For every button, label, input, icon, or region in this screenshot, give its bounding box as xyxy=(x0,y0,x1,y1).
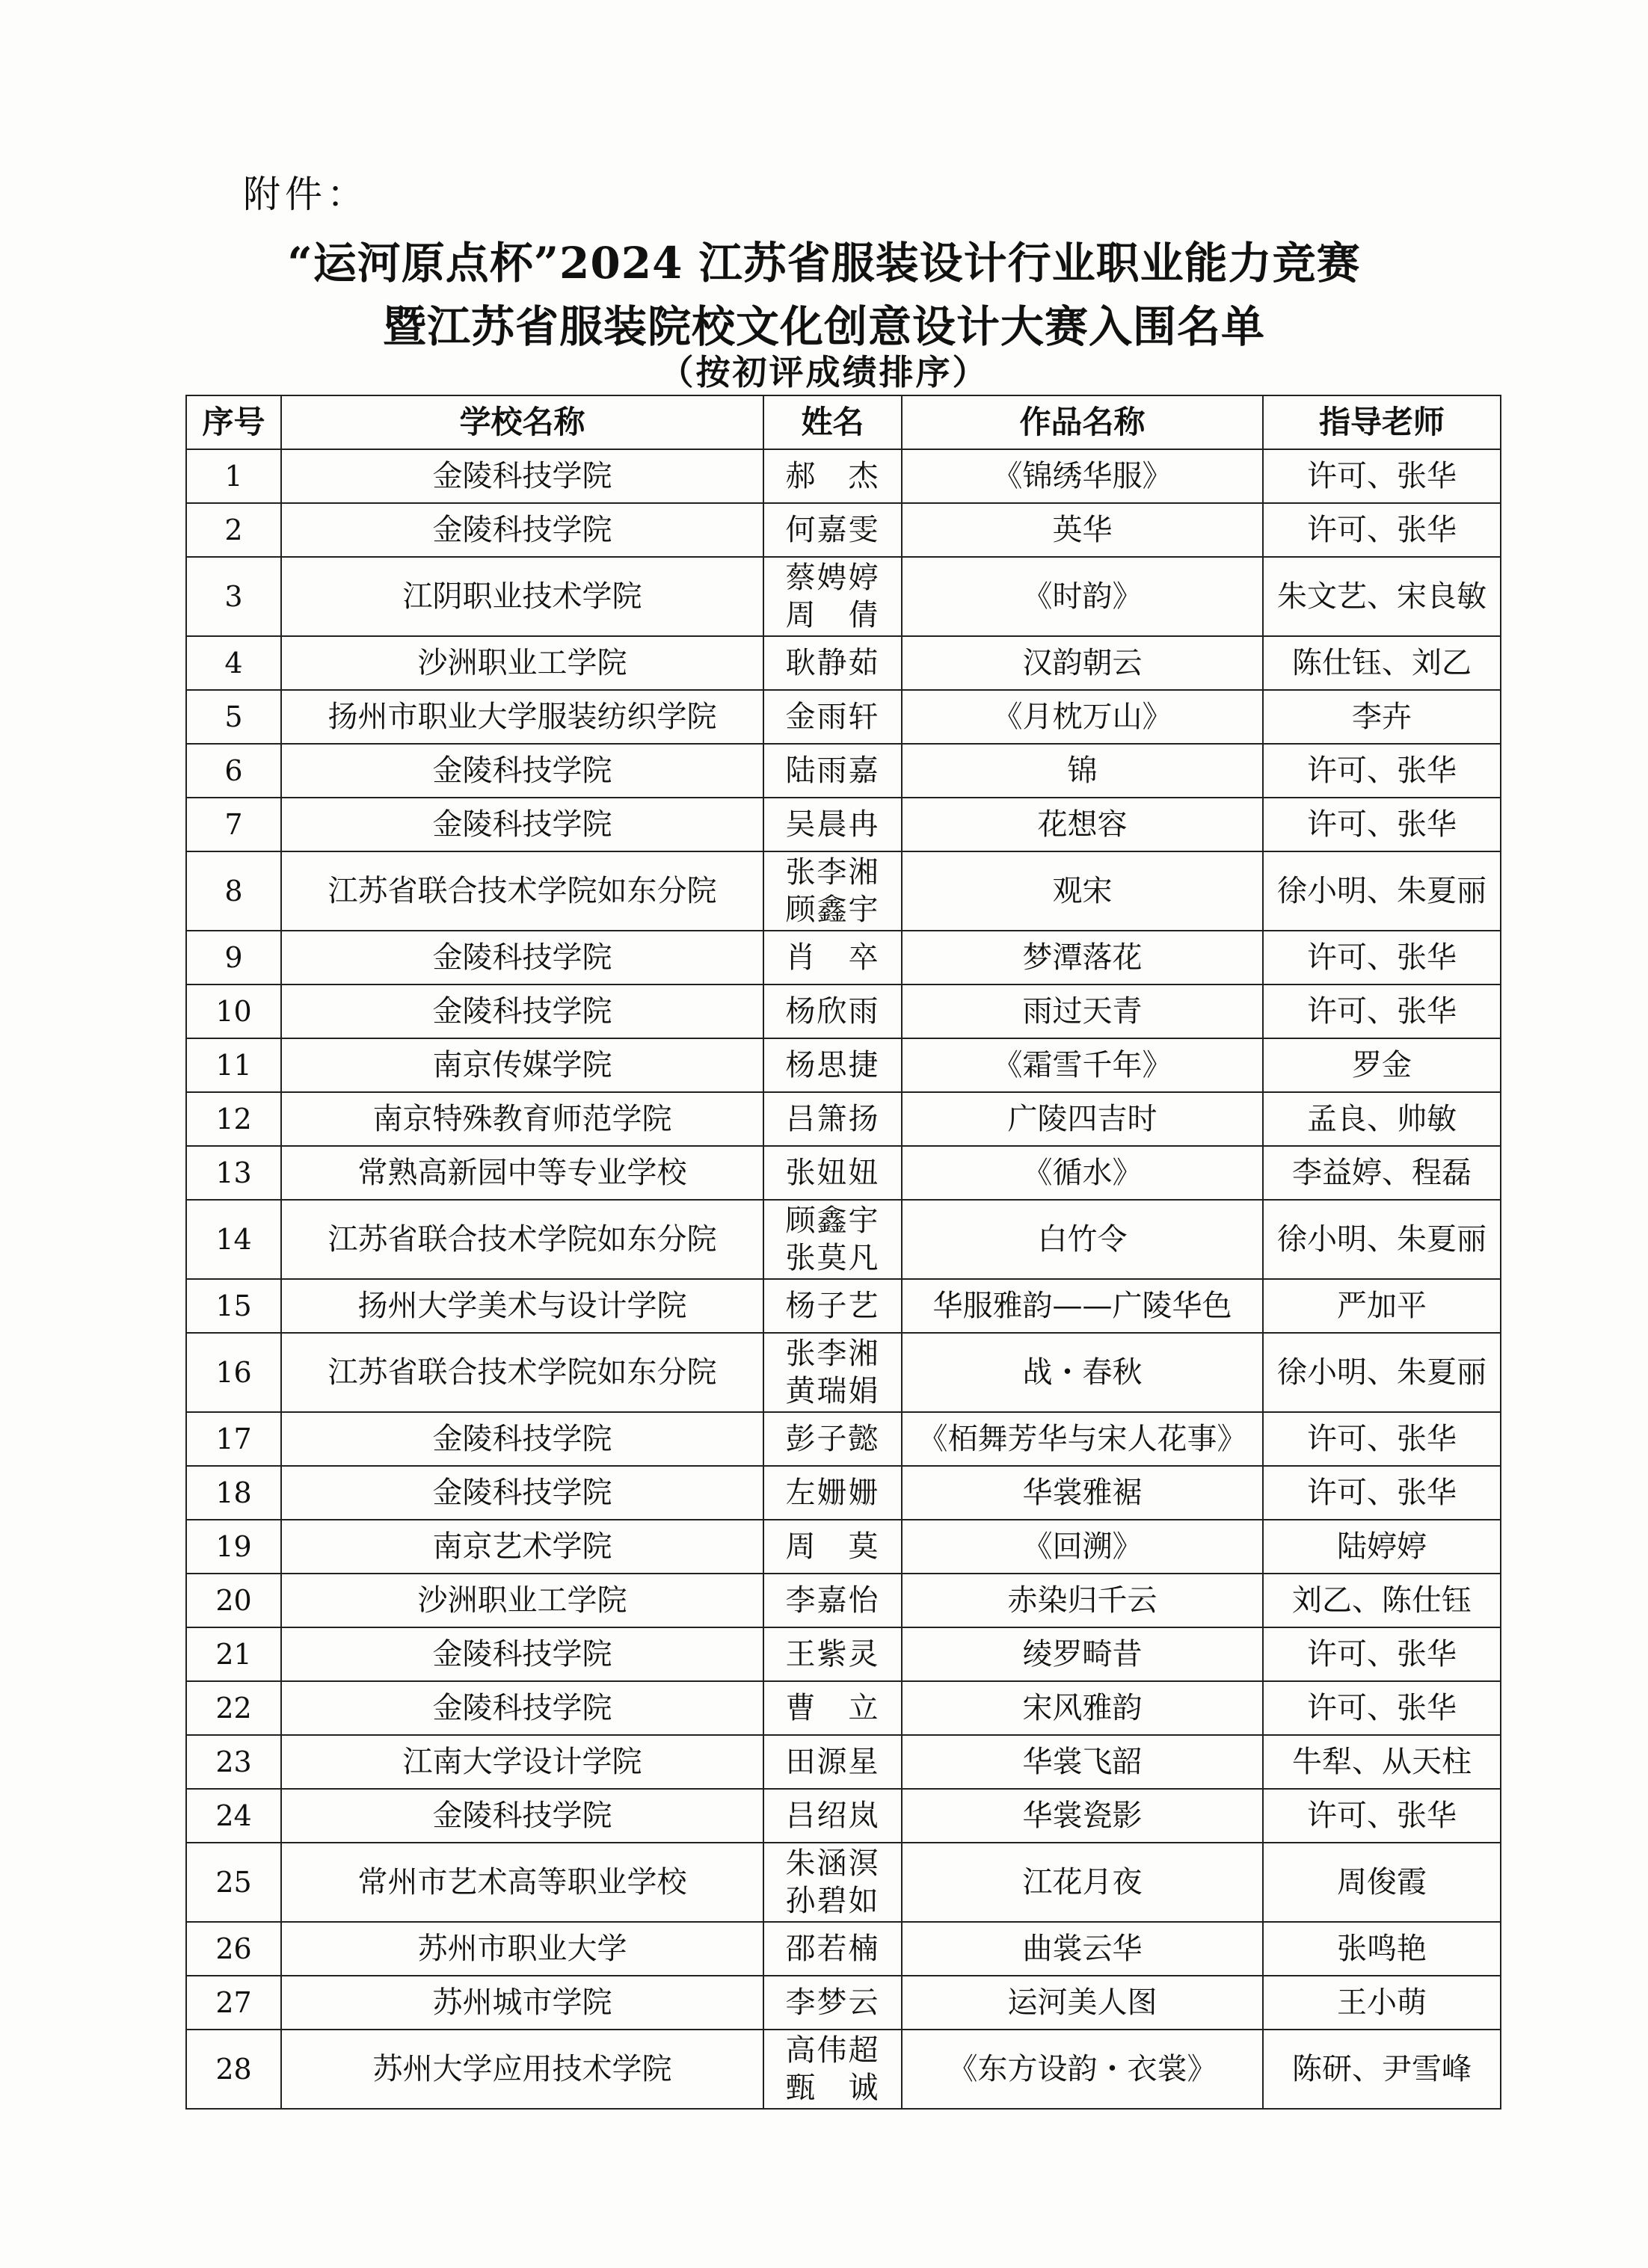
student-name: 张李湘 xyxy=(785,855,880,890)
student-name: 李嘉怡 xyxy=(785,1583,880,1618)
advisor-names: 李益婷、程磊 xyxy=(1263,1146,1501,1200)
row-number: 16 xyxy=(186,1333,281,1412)
student-names xyxy=(763,1466,902,1520)
table-header-row xyxy=(186,395,1501,449)
table-body xyxy=(186,449,1501,2109)
row-number: 6 xyxy=(186,744,281,798)
school-name: 沙洲职业工学院 xyxy=(281,636,763,690)
student-name: 曹 立 xyxy=(785,1691,880,1725)
row-number: 13 xyxy=(186,1146,281,1200)
student-name: 高伟超 xyxy=(785,2033,880,2068)
school-name: 扬州市职业大学服装纺织学院 xyxy=(281,690,763,744)
row-number: 15 xyxy=(186,1279,281,1333)
row-number: 19 xyxy=(186,1520,281,1574)
table-row xyxy=(186,798,1501,851)
student-names xyxy=(763,557,902,636)
school-name: 江阴职业技术学院 xyxy=(281,557,763,636)
student-name: 彭子懿 xyxy=(785,1422,880,1456)
row-number: 1 xyxy=(186,449,281,503)
work-title: 广陵四吉时 xyxy=(902,1092,1263,1146)
student-names xyxy=(763,690,902,744)
school-name: 金陵科技学院 xyxy=(281,1466,763,1520)
attachment-label: 附件： xyxy=(243,173,369,216)
student-name: 郝 杰 xyxy=(785,459,880,493)
advisor-names: 严加平 xyxy=(1263,1279,1501,1333)
table-row xyxy=(186,1038,1501,1092)
student-names xyxy=(763,1681,902,1735)
student-name: 邵若楠 xyxy=(785,1932,880,1966)
work-title: 《时韵》 xyxy=(902,557,1263,636)
school-name: 常州市艺术高等职业学校 xyxy=(281,1843,763,1922)
row-number: 2 xyxy=(186,503,281,557)
school-name: 江苏省联合技术学院如东分院 xyxy=(281,1200,763,1279)
advisor-names: 周俊霞 xyxy=(1263,1843,1501,1922)
student-name: 甄 诚 xyxy=(785,2071,880,2105)
advisor-names: 许可、张华 xyxy=(1263,984,1501,1038)
work-title: 《栢舞芳华与宋人花事》 xyxy=(902,1412,1263,1466)
student-name: 杨思捷 xyxy=(785,1048,880,1082)
advisor-names: 朱文艺、宋良敏 xyxy=(1263,557,1501,636)
student-name: 金雨轩 xyxy=(785,700,880,734)
table-row xyxy=(186,744,1501,798)
work-title: 《东方设韵・衣裳》 xyxy=(902,2030,1263,2109)
table-row xyxy=(186,1333,1501,1412)
row-number: 10 xyxy=(186,984,281,1038)
advisor-names: 罗金 xyxy=(1263,1038,1501,1092)
work-title: 《循水》 xyxy=(902,1146,1263,1200)
work-title: 江花月夜 xyxy=(902,1843,1263,1922)
school-name: 金陵科技学院 xyxy=(281,744,763,798)
row-number: 12 xyxy=(186,1092,281,1146)
student-name: 肖 卒 xyxy=(785,940,880,975)
school-name: 江南大学设计学院 xyxy=(281,1735,763,1789)
table-row xyxy=(186,557,1501,636)
student-name: 周 莫 xyxy=(785,1529,880,1564)
advisor-names: 陆婷婷 xyxy=(1263,1520,1501,1574)
work-title: 观宋 xyxy=(902,851,1263,931)
row-number: 27 xyxy=(186,1976,281,2030)
work-title: 华裳雅裾 xyxy=(902,1466,1263,1520)
student-name: 王紫灵 xyxy=(785,1637,880,1671)
finalist-table xyxy=(185,395,1501,2110)
student-name: 张莫凡 xyxy=(785,1241,880,1275)
school-name: 沙洲职业工学院 xyxy=(281,1574,763,1627)
school-name: 金陵科技学院 xyxy=(281,1789,763,1843)
table-row xyxy=(186,1735,1501,1789)
row-number: 8 xyxy=(186,851,281,931)
work-title: 汉韵朝云 xyxy=(902,636,1263,690)
student-name: 张李湘 xyxy=(785,1337,880,1371)
table-row xyxy=(186,1520,1501,1574)
table-row xyxy=(186,931,1501,984)
student-names xyxy=(763,1789,902,1843)
row-number: 28 xyxy=(186,2030,281,2109)
table-row xyxy=(186,503,1501,557)
advisor-names: 徐小明、朱夏丽 xyxy=(1263,1333,1501,1412)
student-name: 吴晨冉 xyxy=(785,807,880,842)
work-title: 锦 xyxy=(902,744,1263,798)
row-number: 4 xyxy=(186,636,281,690)
student-names xyxy=(763,503,902,557)
table-row xyxy=(186,1789,1501,1843)
table-row xyxy=(186,449,1501,503)
school-name: 金陵科技学院 xyxy=(281,931,763,984)
student-name: 黄瑞娟 xyxy=(785,1374,880,1408)
student-name: 顾鑫宇 xyxy=(785,893,880,927)
student-name: 杨子艺 xyxy=(785,1289,880,1323)
advisor-names: 许可、张华 xyxy=(1263,1627,1501,1681)
advisor-names: 许可、张华 xyxy=(1263,1789,1501,1843)
advisor-names: 许可、张华 xyxy=(1263,931,1501,984)
student-name: 吕箫扬 xyxy=(785,1102,880,1136)
student-name: 孙碧如 xyxy=(785,1884,880,1918)
advisor-names: 刘乙、陈仕钰 xyxy=(1263,1574,1501,1627)
student-names xyxy=(763,1200,902,1279)
advisor-names: 徐小明、朱夏丽 xyxy=(1263,851,1501,931)
table-row xyxy=(186,636,1501,690)
advisor-names: 牛犁、从天柱 xyxy=(1263,1735,1501,1789)
student-names xyxy=(763,931,902,984)
student-names xyxy=(763,1735,902,1789)
student-name: 耿静茹 xyxy=(785,646,880,680)
student-name: 周 倩 xyxy=(785,598,880,632)
student-name: 张妞妞 xyxy=(785,1156,880,1190)
student-names xyxy=(763,1333,902,1412)
school-name: 南京特殊教育师范学院 xyxy=(281,1092,763,1146)
student-names xyxy=(763,1092,902,1146)
student-names xyxy=(763,1843,902,1922)
advisor-names: 王小萌 xyxy=(1263,1976,1501,2030)
work-title: 曲裳云华 xyxy=(902,1922,1263,1976)
school-name: 金陵科技学院 xyxy=(281,984,763,1038)
school-name: 金陵科技学院 xyxy=(281,1412,763,1466)
row-number: 24 xyxy=(186,1789,281,1843)
work-title: 《月枕万山》 xyxy=(902,690,1263,744)
student-names xyxy=(763,636,902,690)
student-names xyxy=(763,744,902,798)
advisor-names: 许可、张华 xyxy=(1263,798,1501,851)
table-row xyxy=(186,1466,1501,1520)
table-row xyxy=(186,1412,1501,1466)
work-title: 英华 xyxy=(902,503,1263,557)
table-row xyxy=(186,851,1501,931)
school-name: 金陵科技学院 xyxy=(281,798,763,851)
row-number: 18 xyxy=(186,1466,281,1520)
student-names xyxy=(763,798,902,851)
work-title: 华服雅韵——广陵华色 xyxy=(902,1279,1263,1333)
student-names xyxy=(763,449,902,503)
school-name: 江苏省联合技术学院如东分院 xyxy=(281,1333,763,1412)
table-row xyxy=(186,1922,1501,1976)
work-title: 战・春秋 xyxy=(902,1333,1263,1412)
student-name: 田源星 xyxy=(785,1745,880,1779)
advisor-names: 许可、张华 xyxy=(1263,1466,1501,1520)
row-number: 25 xyxy=(186,1843,281,1922)
work-title: 雨过天青 xyxy=(902,984,1263,1038)
school-name: 苏州大学应用技术学院 xyxy=(281,2030,763,2109)
row-number: 7 xyxy=(186,798,281,851)
document-title-line1: “运河原点杯”2024 江苏省服装设计行业职业能力竞赛 xyxy=(287,238,1361,289)
work-title: 赤染归千云 xyxy=(902,1574,1263,1627)
row-number: 3 xyxy=(186,557,281,636)
document-title-line2: 暨江苏省服装院校文化创意设计大赛入围名单 xyxy=(382,301,1265,352)
student-name: 何嘉雯 xyxy=(785,513,880,547)
table-row xyxy=(186,984,1501,1038)
advisor-names: 张鸣艳 xyxy=(1263,1922,1501,1976)
header-no: 序号 xyxy=(186,395,281,449)
advisor-names: 许可、张华 xyxy=(1263,1412,1501,1466)
student-name: 陆雨嘉 xyxy=(785,754,880,788)
table-row xyxy=(186,2030,1501,2109)
advisor-names: 陈研、尹雪峰 xyxy=(1263,2030,1501,2109)
table-row xyxy=(186,1574,1501,1627)
advisor-names: 徐小明、朱夏丽 xyxy=(1263,1200,1501,1279)
student-names xyxy=(763,851,902,931)
table-row xyxy=(186,1279,1501,1333)
student-names xyxy=(763,1922,902,1976)
row-number: 22 xyxy=(186,1681,281,1735)
student-names xyxy=(763,1574,902,1627)
row-number: 20 xyxy=(186,1574,281,1627)
student-names xyxy=(763,1038,902,1092)
school-name: 苏州城市学院 xyxy=(281,1976,763,2030)
student-names xyxy=(763,1146,902,1200)
work-title: 白竹令 xyxy=(902,1200,1263,1279)
school-name: 扬州大学美术与设计学院 xyxy=(281,1279,763,1333)
row-number: 21 xyxy=(186,1627,281,1681)
student-name: 李梦云 xyxy=(785,1985,880,2020)
school-name: 江苏省联合技术学院如东分院 xyxy=(281,851,763,931)
advisor-names: 许可、张华 xyxy=(1263,449,1501,503)
advisor-names: 李卉 xyxy=(1263,690,1501,744)
work-title: 运河美人图 xyxy=(902,1976,1263,2030)
school-name: 南京传媒学院 xyxy=(281,1038,763,1092)
school-name: 金陵科技学院 xyxy=(281,1627,763,1681)
header-school: 学校名称 xyxy=(281,395,763,449)
school-name: 常熟高新园中等专业学校 xyxy=(281,1146,763,1200)
header-work: 作品名称 xyxy=(902,395,1263,449)
student-name: 顾鑫宇 xyxy=(785,1204,880,1238)
row-number: 14 xyxy=(186,1200,281,1279)
work-title: 《霜雪千年》 xyxy=(902,1038,1263,1092)
student-names xyxy=(763,984,902,1038)
school-name: 金陵科技学院 xyxy=(281,449,763,503)
table-row xyxy=(186,1976,1501,2030)
work-title: 华裳飞韶 xyxy=(902,1735,1263,1789)
table-row xyxy=(186,1681,1501,1735)
table-row xyxy=(186,1200,1501,1279)
student-name: 蔡娉婷 xyxy=(785,561,880,595)
work-title: 《回溯》 xyxy=(902,1520,1263,1574)
table-row xyxy=(186,1843,1501,1922)
row-number: 23 xyxy=(186,1735,281,1789)
row-number: 5 xyxy=(186,690,281,744)
row-number: 11 xyxy=(186,1038,281,1092)
advisor-names: 许可、张华 xyxy=(1263,1681,1501,1735)
school-name: 南京艺术学院 xyxy=(281,1520,763,1574)
advisor-names: 许可、张华 xyxy=(1263,744,1501,798)
work-title: 《锦绣华服》 xyxy=(902,449,1263,503)
school-name: 金陵科技学院 xyxy=(281,503,763,557)
student-names xyxy=(763,1627,902,1681)
student-names xyxy=(763,1412,902,1466)
work-title: 绫罗畸昔 xyxy=(902,1627,1263,1681)
school-name: 金陵科技学院 xyxy=(281,1681,763,1735)
student-names xyxy=(763,2030,902,2109)
row-number: 17 xyxy=(186,1412,281,1466)
row-number: 9 xyxy=(186,931,281,984)
work-title: 华裳瓷影 xyxy=(902,1789,1263,1843)
student-name: 杨欣雨 xyxy=(785,994,880,1029)
student-names xyxy=(763,1520,902,1574)
row-number: 26 xyxy=(186,1922,281,1976)
table-row xyxy=(186,1627,1501,1681)
table-row xyxy=(186,690,1501,744)
table-row xyxy=(186,1146,1501,1200)
school-name: 苏州市职业大学 xyxy=(281,1922,763,1976)
work-title: 花想容 xyxy=(902,798,1263,851)
work-title: 梦潭落花 xyxy=(902,931,1263,984)
advisor-names: 孟良、帅敏 xyxy=(1263,1092,1501,1146)
header-teacher: 指导老师 xyxy=(1263,395,1501,449)
advisor-names: 陈仕钰、刘乙 xyxy=(1263,636,1501,690)
student-name: 吕绍岚 xyxy=(785,1799,880,1833)
student-names xyxy=(763,1976,902,2030)
student-name: 朱涵溟 xyxy=(785,1846,880,1881)
student-name: 左姗姗 xyxy=(785,1476,880,1510)
table-row xyxy=(186,1092,1501,1146)
document-subtitle: （按初评成绩排序） xyxy=(659,352,989,392)
work-title: 宋风雅韵 xyxy=(902,1681,1263,1735)
advisor-names: 许可、张华 xyxy=(1263,503,1501,557)
student-names xyxy=(763,1279,902,1333)
header-name: 姓名 xyxy=(763,395,902,449)
